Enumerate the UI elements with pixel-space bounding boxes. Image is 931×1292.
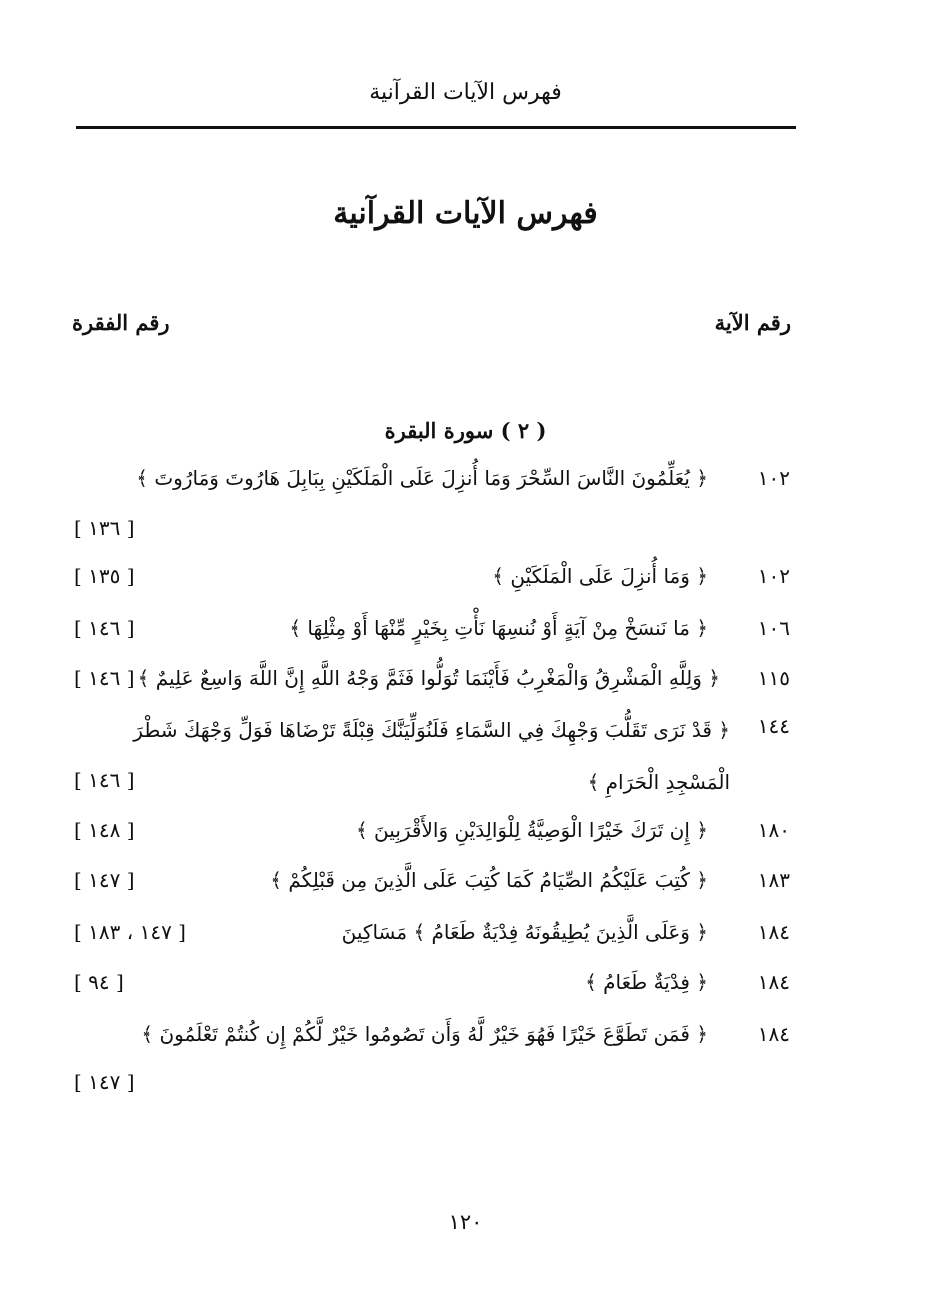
ayah-number: ١٨٠	[757, 818, 790, 842]
ayah-text: ﴿ إِن تَرَكَ خَيْرًا الْوَصِيَّةُ لِلْوَالِدَيْنِ وَالأَقْرَبِينَ ﴾	[355, 818, 708, 842]
ayah-text: ﴿ يُعَلِّمُونَ النَّاسَ السِّحْرَ وَمَا أُنزِلَ عَلَى الْمَلَكَيْنِ بِبَابِلَ هَارُوتَ وَمَارُوتَ ﴾	[136, 466, 708, 490]
paragraph-reference: [ ٩٤ ]	[74, 970, 124, 994]
ayah-number: ١٨٤	[757, 920, 790, 944]
surah-heading: ( ٢ ) سورة البقرة	[384, 418, 547, 443]
paragraph-reference: [ ١٣٥ ]	[74, 564, 135, 588]
paragraph-reference: [ ١٤٧ ، ١٨٣ ]	[74, 920, 186, 944]
index-entry	[60, 920, 790, 952]
paragraph-reference: [ ١٤٦ ]	[74, 666, 135, 690]
index-entry	[60, 666, 790, 698]
ayah-text: ﴿ كُتِبَ عَلَيْكُمُ الصِّيَامُ كَمَا كُتِبَ عَلَى الَّذِينَ مِن قَبْلِكُمْ ﴾	[270, 868, 708, 892]
ayah-text: ﴿ فِدْيَةٌ طَعَامُ ﴾	[585, 970, 708, 994]
ayah-text: ﴿ فَمَن تَطَوَّعَ خَيْرًا فَهُوَ خَيْرٌ لَّهُ وَأَن تَصُومُوا خَيْرٌ لَّكُمْ إِن كُنتُمْ تَعْلَمُونَ ﴾	[141, 1022, 708, 1046]
ayah-number: ١١٥	[757, 666, 790, 690]
page-title: فهرس الآيات القرآنية	[333, 196, 598, 231]
ayah-number: ١٨٤	[757, 1022, 790, 1046]
index-entry	[60, 564, 790, 596]
page-number: ١٢٠	[448, 1210, 483, 1234]
header-rule	[76, 126, 796, 129]
ayah-text: ﴿ وَعَلَى الَّذِينَ يُطِيقُونَهُ فِدْيَةٌ طَعَامُ ﴾ مَسَاكِينَ	[341, 920, 708, 944]
ayah-number: ١٨٤	[757, 970, 790, 994]
column-heading-ayah-number: رقم الآية	[714, 310, 791, 335]
index-entry	[60, 466, 790, 498]
running-header: فهرس الآيات القرآنية	[369, 80, 562, 105]
paragraph-reference: [ ١٤٧ ]	[74, 1070, 135, 1094]
index-entry	[60, 714, 790, 814]
paragraph-reference: [ ١٤٦ ]	[74, 616, 135, 640]
ayah-text: ﴿ وَلِلَّهِ الْمَشْرِقُ وَالْمَغْرِبُ فَأَيْنَمَا تُوَلُّوا فَثَمَّ وَجْهُ اللَّهِ إِنَّ اللَّهَ وَاسِعٌ عَلِيمٌ ﴾	[137, 666, 720, 690]
paragraph-reference: [ ١٣٦ ]	[74, 516, 135, 540]
column-heading-paragraph-number: رقم الفقرة	[72, 310, 170, 335]
ayah-number: ١٠٦	[757, 616, 790, 640]
paragraph-reference: [ ١٤٧ ]	[74, 868, 135, 892]
index-entry	[60, 868, 790, 900]
ayah-number: ١٤٤	[757, 714, 790, 738]
ayah-number: ١٠٢	[757, 466, 790, 490]
ayah-number: ١٠٢	[757, 564, 790, 588]
index-entry	[60, 818, 790, 850]
index-entry	[60, 1022, 790, 1054]
index-entry	[60, 970, 790, 1002]
paragraph-reference: [ ١٤٦ ]	[74, 768, 135, 792]
ayah-number: ١٨٣	[757, 868, 790, 892]
ayah-text: ﴿ قَدْ نَرَى تَقَلُّبَ وَجْهِكَ فِي السَّمَاءِ فَلَنُوَلِّيَنَّكَ قِبْلَةً تَرْضَاهَا فَوَلِّ وَجْهَكَ شَطْرَ الْمَسْجِدِ الْحَرَامِ ﴾	[133, 718, 730, 794]
paragraph-reference: [ ١٤٨ ]	[74, 818, 135, 842]
ayah-text: ﴿ وَمَا أُنزِلَ عَلَى الْمَلَكَيْنِ ﴾	[492, 564, 708, 588]
ayah-text: ﴿ مَا نَنسَخْ مِنْ آيَةٍ أَوْ نُنسِهَا نَأْتِ بِخَيْرٍ مِّنْهَا أَوْ مِثْلِهَا ﴾	[289, 616, 708, 640]
index-entry	[60, 616, 790, 648]
